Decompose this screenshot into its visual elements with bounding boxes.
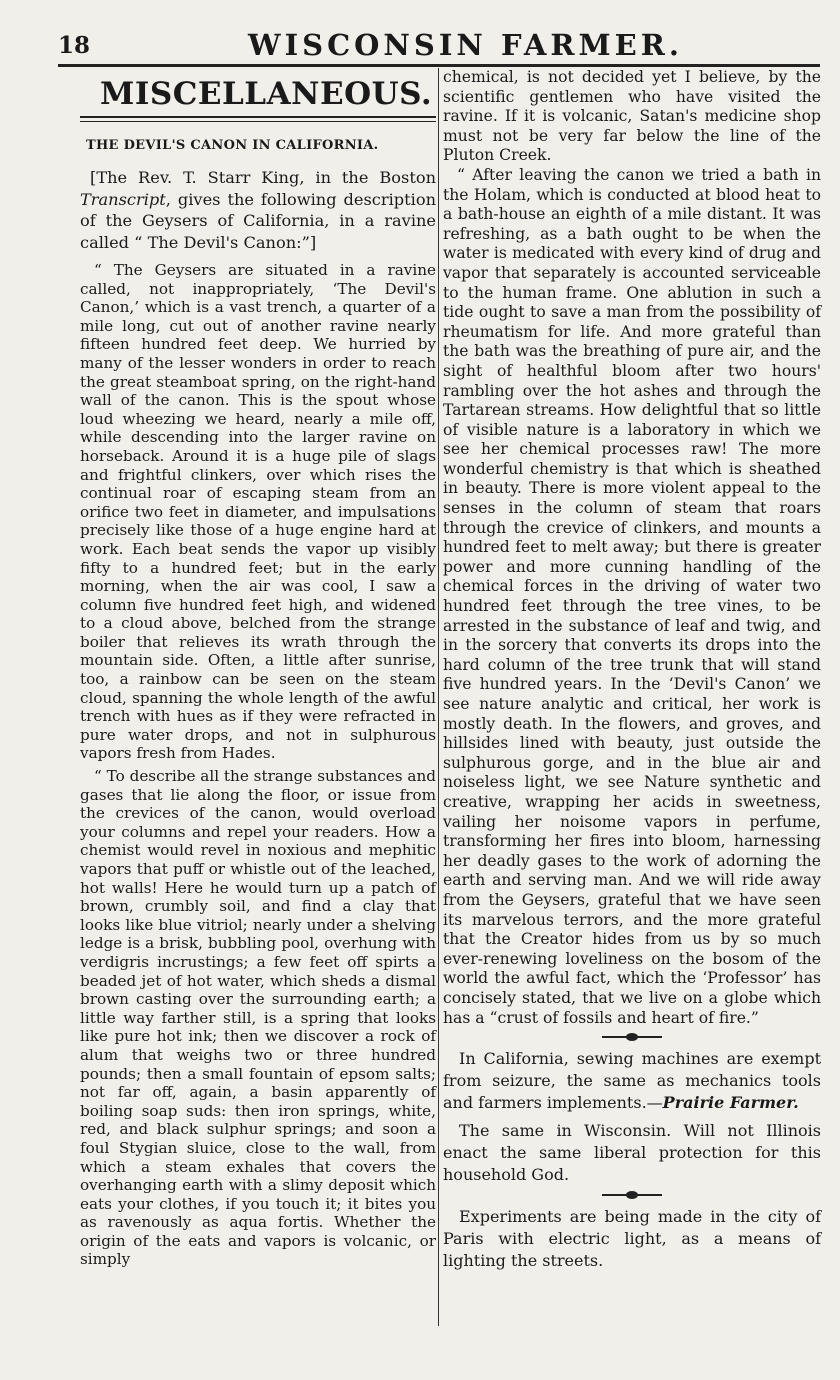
header-rule [58,64,820,67]
article-intro [80,167,436,253]
brief-paris-electric-light: Experiments are being made in the city of Paris with electric light, as a means of lighting the streets. [443,1207,821,1271]
page-number: 18 [58,32,91,59]
article-paragraph-3: chemical, is not decided yet I believe, by the scientific gentlemen who have visited the ravine. If it is volcanic, Satan's medicine shop must not be very far below the line of the Pluton Creek. [443,68,821,165]
article-paragraph-2: “ To describe all the strange substances and gases that lie along the floor, or issue from the crevices of the canon, would overload your columns and repel your readers. How a chemist would revel in noxious and mephitic vapors that puff or whistle out of the leached, hot walls! Here he would turn up a patch of brown, crumbly soil, and find a clay that looks like blue vitriol; nearly under a shelving ledge is a brisk, bubbling pool, overhung with verdigris incrustings; a few feet off spirts a beaded jet of hot water, which sheds a dismal brown casting over the surrounding earth; a little way farther still, is a spring that looks like pure hot ink; then we discover a rock of alum that weighs two or three hundred pounds; then a small fountain of epsom salts; not far off, again, a basin apparently of boiling soap suds: then iron springs, white, red, and black sulphur springs; and soon a foul Stygian sluice, close to the wall, from which a steam exhales that covers the overhanging earth with a slimy deposit which eats your clothes, if you touch it; it bites you as ravenously as aqua fortis. Whether the origin of the eats and vapors is volcanic, or simply [80,767,436,1269]
brief-wisconsin: The same in Wisconsin. Will not Illinois enact the same liberal protection for this household God. [443,1121,821,1185]
intro-text-a: [The Rev. T. Starr King, in the Boston [90,168,436,187]
masthead: WISCONSIN FARMER. [248,28,683,62]
ornament-divider [602,1036,662,1038]
intro-source: Transcript [80,189,166,209]
article-title: THE DEVIL'S CANON IN CALIFORNIA. [86,138,379,153]
brief-sewing-text: In California, sewing machines are exempt from seizure, the same as mechanics tools and farmers implements.— [443,1049,821,1113]
section-rule [80,116,436,122]
section-title: MISCELLANEOUS. [100,76,433,112]
intro-text-b: , gives the following description of the Geysers of California, in a ravine called “ The Devil's Canon:”] [80,189,436,252]
page-header [58,26,818,66]
article-paragraph-4: “ After leaving the canon we tried a bath in the Holam, which is conducted at blood heat to a bath-house an eighth of a mile distant. It was refreshing, as a bath ought to be when the water is medicated with every kind of drug and vapor that separately is accounted serviceable to the human frame. One ablution in such a tide ought to save a man from the possibility of rheumatism for life. And more grateful than the bath was the breathing of pure air, and the sight of healthful bloom after two hours' rambling over the hot ashes and through the Tartarean streams. How delightful that so little of visible nature is a laboratory in which we see her chemical processes raw! The more wonderful chemistry is that which is sheathed in beauty. There is more violent appeal to the senses in the column of steam that roars through the crevice of clinkers, and mounts a hundred feet to melt away; but there is greater power and more cunning handling of the chemical forces in the driving of water two hundred feet through the tree vines, to be arrested in the substance of leaf and twig, and in the sorcery that converts its drops into the hard column of the tree trunk that will stand five hundred years. In the ‘Devil's Canon’ we see nature analytic and critical, her work is mostly death. In the flowers, and groves, and hillsides lined with beauty, just outside the sulphurous gorge, and in the blue air and noiseless light, we see Nature synthetic and creative, wrapping her acids in sweetness, vailing her noisome vapors in perfume, transforming her fires into bloom, harnessing her deadly gases to the work of adorning the earth and serving man. And we will ride away from the Geysers, grateful that we have seen its marvelous terrors, and the more grateful that the Creator hides from us by so much ever-renewing loveliness on the bosom of the world the awful fact, which the ‘Professor’ has concisely stated, that we live on a globe which has a “crust of fossils and heart of fire.” [443,165,821,1027]
ornament-divider-2 [602,1194,662,1196]
left-column [80,68,436,1269]
right-column [443,68,821,1278]
article-paragraph-1: “ The Geysers are situated in a ravine called, not inappropriately, ‘The Devil's Canon,’ which is a vast trench, a quarter of a mile long, cut out of another ravine nearly fifteen hundred feet deep. We hurried by many of the lesser wonders in order to reach the great steamboat spring, on the right-hand wall of the canon. This is the spout whose loud wheezing we heard, nearly a mile off, while descending into the larger ravine on horseback. Around it is a huge pile of slags and frightful clinkers, over which rises the continual roar of escaping steam from an orifice two feet in diameter, and impulsations precisely like those of a huge engine hard at work. Each beat sends the vapor up visibly fifty to a hundred feet; but in the early morning, when the air was cool, I saw a column five hundred feet high, and widened to a cloud above, belched from the strange boiler that relieves its wrath through the mountain side. Often, a little after sunrise, too, a rainbow can be seen on the steam cloud, spanning the whole length of the awful trench with hues as if they were refracted in pure water drops, and not in sulphurous vapors fresh from Hades. [80,261,436,763]
brief-sewing-machines [443,1048,821,1114]
column-divider [438,68,439,1326]
brief-sewing-source: Prairie Farmer. [662,1093,799,1113]
